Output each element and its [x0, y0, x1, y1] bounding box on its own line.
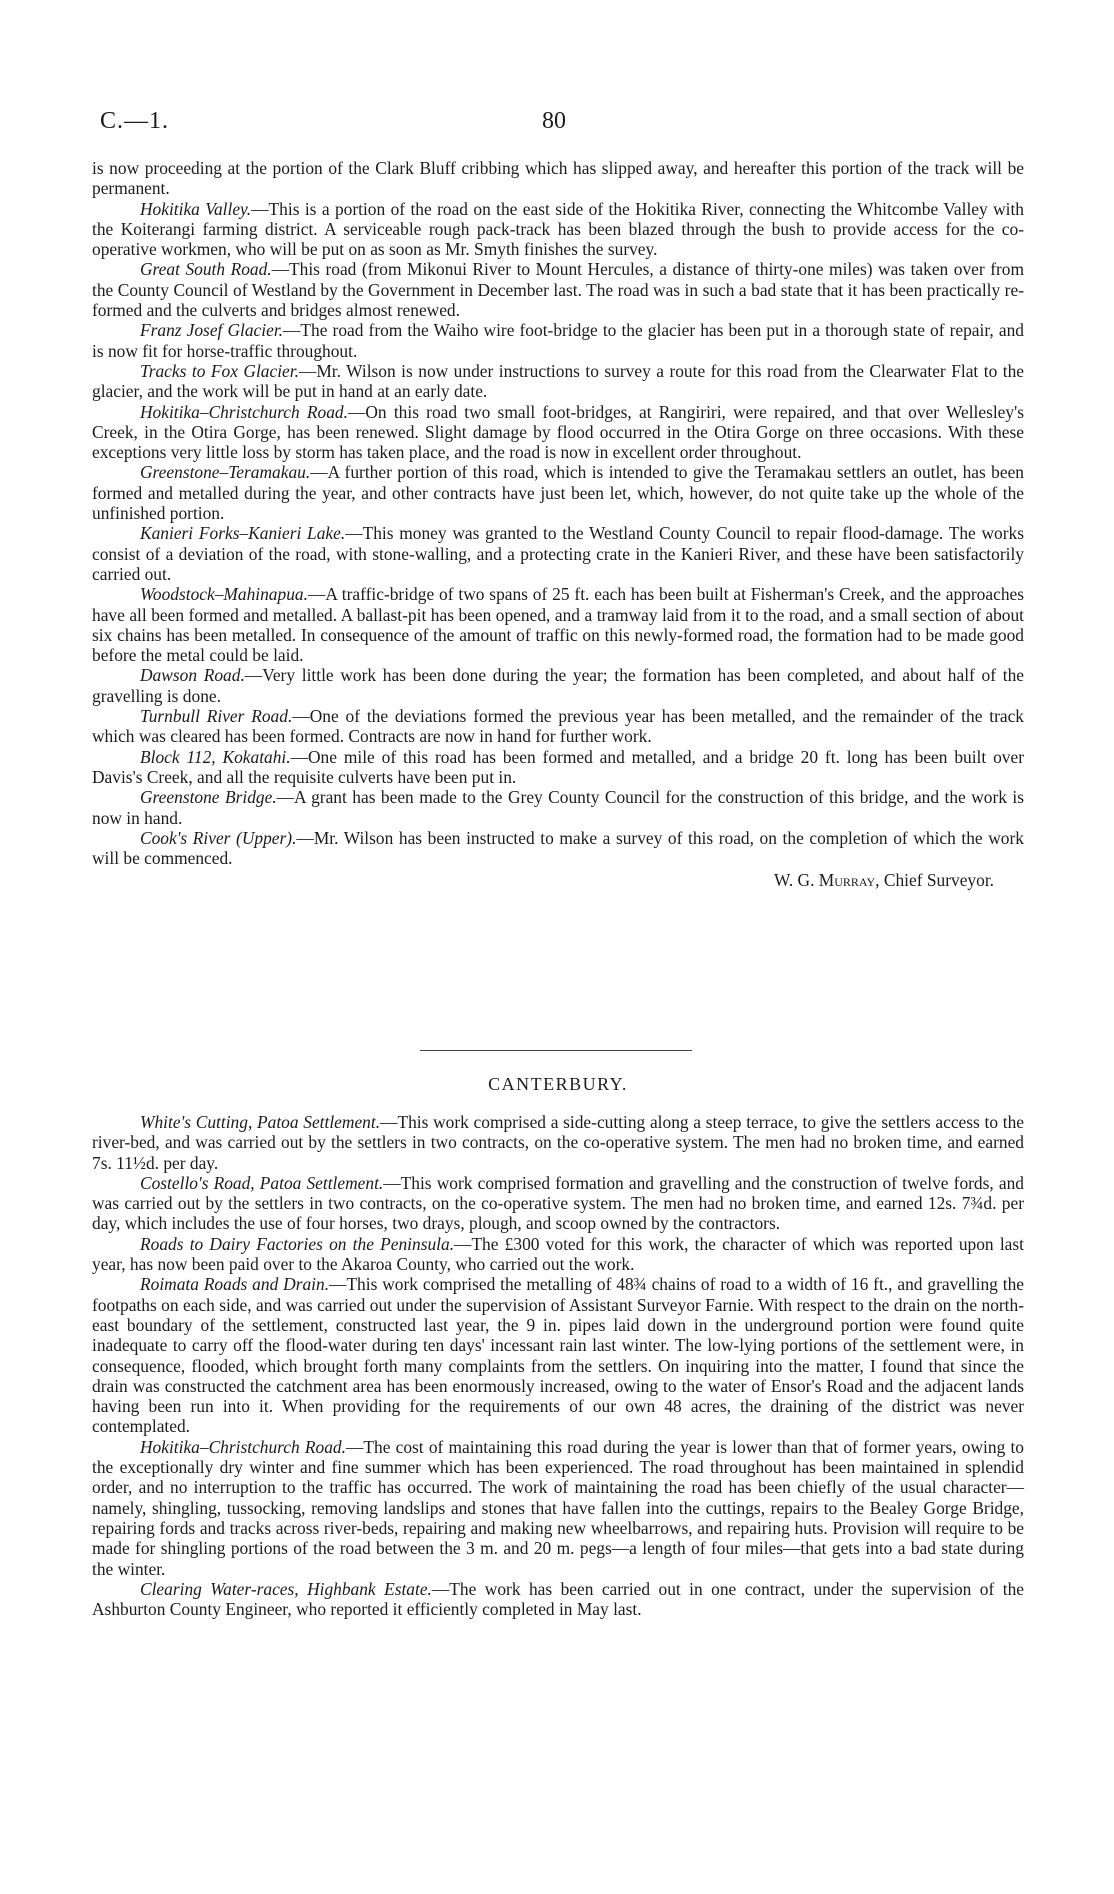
- paragraph-title: Woodstock–Mahinapua.: [140, 584, 308, 605]
- paragraph-turnbull-river-road: [92, 706, 1024, 747]
- continued-paragraph: is now proceeding at the portion of the Clark Bluff cribbing which has slipped away, and hereafter this portion of the track will be permanent.: [92, 158, 1024, 199]
- paragraph-title: White's Cutting, Patoa Settlement.: [140, 1112, 381, 1132]
- paragraph-tracks-to-fox-glacier: [92, 361, 1024, 402]
- paragraph-title: Roimata Roads and Drain.: [140, 1274, 330, 1295]
- document-reference: C.—1.: [100, 108, 170, 134]
- westland-section-body: [92, 158, 1024, 891]
- paragraph-text: —This money was granted to the Westland County Council to repair flood-damage. The works consist of a deviation of the road, with stone-walling, and a protecting crate in the Kanieri River, and these have been satisfactorily carried out.: [92, 523, 1024, 584]
- paragraph-text: —A grant has been made to the Grey County Council for the construction of this bridge, and the work is now in hand.: [92, 787, 1024, 828]
- paragraph-text: —This is a portion of the road on the east side of the Hokitika River, connecting the Whitcombe Valley with the Koiterangi farming district. A serviceable rough pack-track has been blazed through the bush to provide access for the co-operative workmen, who will be put on as soon as Mr. Smyth finishes the survey.: [92, 198, 1024, 260]
- paragraph-title: Cook's River (Upper).: [140, 827, 297, 848]
- paragraph-text: —A traffic-bridge of two spans of 25 ft. each has been built at Fisherman's Creek, and the approaches have all been formed and metalled. A ballast-pit has been opened, and a tramway laid from it to the road, and a small section of about six chains has been metalled. In consequence of the amount of traffic on this newly-formed road, the formation had to be made good before the metal could be laid.: [92, 584, 1024, 666]
- paragraph-title: Greenstone–Teramakau.: [140, 462, 311, 483]
- paragraph-greenstone-bridge: [92, 787, 1024, 828]
- paragraph-text: —The £300 voted for this work, the character of which was reported upon last year, has now been paid over to the Akaroa County, who carried out the work.: [92, 1233, 1024, 1275]
- paragraph-clearing-water-races: [92, 1579, 1024, 1620]
- paragraph-greenstone-teramakau: [92, 462, 1024, 523]
- paragraph-text: —One mile of this road has been formed and metalled, and a bridge 20 ft. long has been built over Davis's Creek, and all the requisite culverts have been put in.: [92, 746, 1024, 787]
- paragraph-title: Costello's Road, Patoa Settlement.: [140, 1172, 384, 1193]
- page-number: 80: [542, 108, 566, 134]
- paragraph-text: —The road from the Waiho wire foot-bridge to the glacier has been put in a thorough state of repair, and is now fit for horse-traffic throughout.: [92, 320, 1024, 361]
- paragraph-text: —On this road two small foot-bridges, at Rangiriri, were repaired, and that over Wellesley's Creek, in the Otira Gorge, has been renewed. Slight damage by flood occurred in the Otira Gorge on three occasions. With these exceptions very little loss by storm has taken place, and the road is now in excellent order throughout.: [92, 401, 1024, 463]
- paragraph-text: —This work comprised a side-cutting along a steep terrace, to give the settlers access to the river-bed, and was carried out by the settlers in two contracts, on the co-operative system. The men had no broken time, and earned 7s. 11½d. per day.: [92, 1112, 1024, 1173]
- paragraph-text: —Mr. Wilson is now under instructions to survey a route for this road from the Clearwater Flat to the glacier, and the work will be put in hand at an early date.: [92, 360, 1024, 402]
- paragraph-text: —A further portion of this road, which is intended to give the Teramakau settlers an outlet, has been formed and metalled during the year, and other contracts have just been let, which, however, do not quite take up the whole of the unfinished portion.: [92, 462, 1024, 524]
- paragraph-text: —Mr. Wilson has been instructed to make a survey of this road, on the completion of which the work will be commenced.: [92, 827, 1024, 869]
- paragraph-hokitika-valley: [92, 199, 1024, 260]
- paragraph-text: —This work comprised the metalling of 48¾ chains of road to a width of 16 ft., and gravelling the footpaths on each side, and was carried out under the supervision of Assistant Surveyor Farnie. With respect to the drain on the north-east boundary of the settlement, constructed last year, the 9 in. pipes laid down in the underground portion were found quite inadequate to carry off the flood-water during ten days' incessant rain last winter. The low-lying portions of the settlement were, in consequence, flooded, which brought forth many complaints from the settlers. On inquiring into the matter, I found that since the drain was constructed the catchment area has been enormously increased, owing to the water of Ensor's Road and the adjacent lands having been run into it. When providing for the requirements of our own 48 acres, the draining of the district was never contemplated.: [92, 1274, 1025, 1437]
- signature-surname: Murray: [818, 870, 876, 891]
- paragraph-title: Tracks to Fox Glacier.: [140, 360, 299, 381]
- signature-initials: W. G.: [774, 870, 815, 891]
- paragraph-cooks-river: [92, 828, 1024, 869]
- paragraph-text: —This work comprised formation and gravelling and the construction of twelve fords, and was carried out by the settlers in two contracts, on the co-operative system. The men had no broken time, and earned 12s. 7¾d. per day, which includes the use of four horses, two drays, plough, and scoop owned by the contractors.: [92, 1172, 1024, 1234]
- page-header: [92, 108, 1024, 138]
- paragraph-woodstock-mahinapua: [92, 584, 1024, 665]
- signature-role: , Chief Surveyor.: [875, 870, 994, 891]
- paragraph-title: Hokitika–Christchurch Road.: [140, 1436, 346, 1457]
- paragraph-text: —The cost of maintaining this road during the year is lower than that of former years, owing to the exceptionally dry winter and fine summer which has been experienced. The road throughout has been maintained in splendid order, and no interruption to the traffic has occurred. The work of maintaining the road has been chiefly of the usual character—namely, shingling, tussocking, removing landslips and stones that have fallen into the cuttings, repairs to the Bealey Gorge Bridge, repairing fords and tracks across river-beds, repairing and making new wheelbarrows, and repairing huts. Provision will require to be made for shingling portions of the road between the 3 m. and 20 m. pegs—a length of four miles—that gets into a bad state during the winter.: [92, 1436, 1025, 1579]
- canterbury-section-body: [92, 1112, 1024, 1619]
- paragraph-title: Great South Road.: [140, 259, 272, 280]
- paragraph-title: Roads to Dairy Factories on the Peninsula.: [140, 1233, 455, 1254]
- paragraph-franz-josef-glacier: [92, 320, 1024, 361]
- paragraph-great-south-road: [92, 259, 1024, 320]
- paragraph-costellos-road: [92, 1173, 1024, 1234]
- paragraph-text: —The work has been carried out in one contract, under the supervision of the Ashburton County Engineer, who reported it efficiently completed in May last.: [92, 1578, 1024, 1620]
- paragraph-text: —Very little work has been done during the year; the formation has been completed, and about half of the gravelling is done.: [92, 665, 1024, 706]
- paragraph-dawson-road: [92, 665, 1024, 706]
- paragraph-title: Greenstone Bridge.: [140, 787, 277, 808]
- paragraph-dairy-factories-roads: [92, 1234, 1024, 1275]
- paragraph-hokitika-christchurch-maintenance: [92, 1437, 1024, 1579]
- paragraph-kanieri-forks: [92, 523, 1024, 584]
- paragraph-text: —This road (from Mikonui River to Mount Hercules, a distance of thirty-one miles) was taken over from the County Council of Westland by the Government in December last. The road was in such a bad state that it has been practically re-formed and the culverts and bridges almost renewed.: [92, 259, 1024, 321]
- paragraph-title: Kanieri Forks–Kanieri Lake.: [140, 523, 346, 544]
- paragraph-title: Dawson Road.: [140, 665, 245, 686]
- paragraph-block-112-kokatahi: [92, 747, 1024, 788]
- section-divider: [420, 1050, 692, 1051]
- paragraph-title: Franz Josef Glacier.: [140, 320, 284, 341]
- paragraph-title: Hokitika Valley.: [140, 198, 252, 219]
- paragraph-whites-cutting: [92, 1112, 1024, 1173]
- paragraph-title: Block 112, Kokatahi.: [140, 746, 291, 767]
- section-heading-canterbury: CANTERBURY.: [488, 1074, 628, 1094]
- paragraph-title: Hokitika–Christchurch Road.: [140, 401, 348, 422]
- paragraph-title: Turnbull River Road.: [140, 706, 293, 727]
- paragraph-hokitika-christchurch-road: [92, 402, 1024, 463]
- paragraph-text: —One of the deviations formed the previous year has been metalled, and the remainder of the track which was cleared has been formed. Contracts are now in hand for further work.: [92, 706, 1025, 747]
- signature: [92, 870, 1024, 890]
- paragraph-title: Clearing Water-races, Highbank Estate.: [140, 1578, 432, 1599]
- paragraph-roimata-roads: [92, 1274, 1024, 1436]
